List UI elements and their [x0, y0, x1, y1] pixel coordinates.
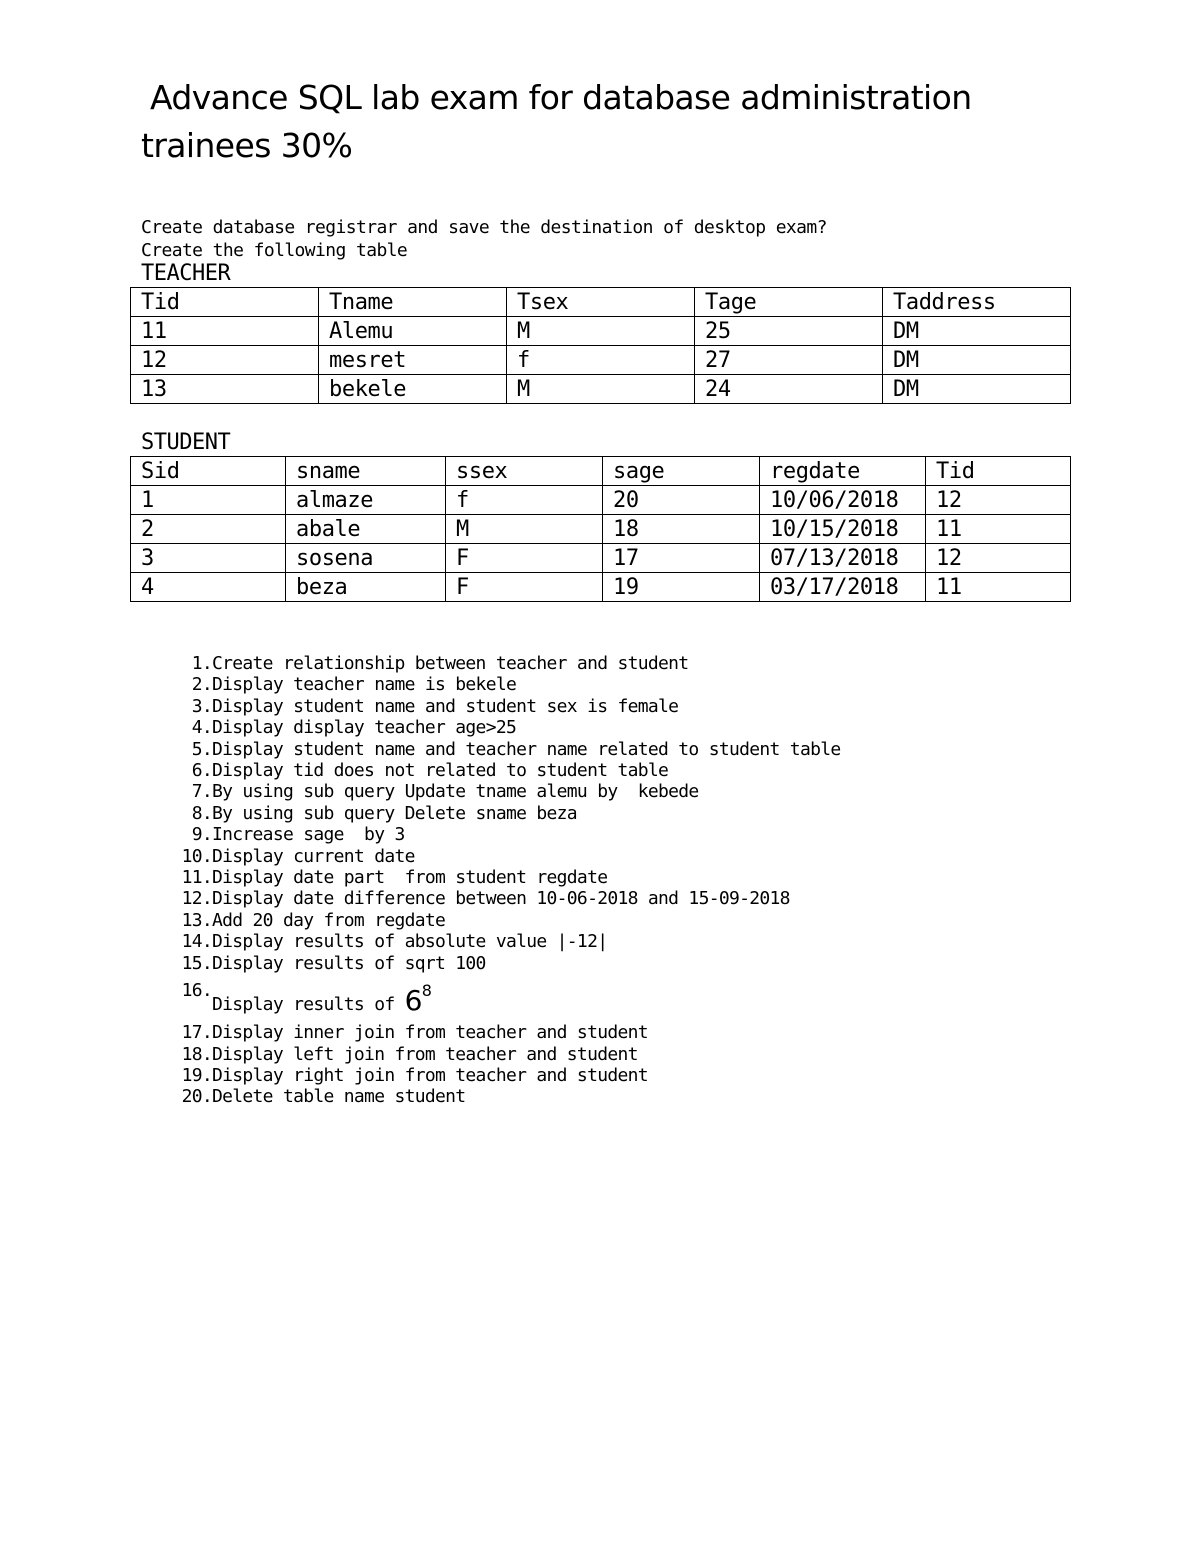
student-header-cell — [603, 457, 760, 486]
question-text — [212, 674, 516, 695]
question-text — [212, 653, 688, 674]
teacher-header-cell — [883, 288, 1071, 317]
teacher-cell-value: Alemu — [329, 319, 394, 344]
student-row — [131, 486, 1071, 515]
student-cell-value: sosena — [296, 546, 374, 571]
student-cell — [926, 486, 1071, 515]
question-text-body: Display display teacher age>25 — [212, 717, 517, 739]
student-cell — [286, 515, 446, 544]
question-item — [170, 931, 841, 952]
question-number: 2. — [191, 674, 212, 696]
teacher-cell — [319, 317, 507, 346]
power-exponent: 8 — [421, 981, 432, 1001]
student-cell — [926, 515, 1071, 544]
teacher-cell-value: 13 — [141, 377, 167, 402]
question-text-body: By using sub query Delete sname beza — [212, 802, 577, 824]
question-item — [170, 910, 841, 931]
question-text — [212, 953, 486, 974]
question-number: 4. — [191, 717, 212, 739]
exam-title — [141, 74, 1021, 170]
student-cell — [603, 515, 760, 544]
student-cell — [131, 573, 286, 602]
teacher-cell-value: 25 — [705, 319, 731, 344]
question-item — [170, 696, 841, 717]
question-item — [170, 953, 841, 974]
question-number: 8. — [191, 802, 212, 824]
exam-title-line-1: Advance SQL lab exam for database administration — [150, 78, 972, 117]
question-number: 18. — [181, 1043, 212, 1065]
teacher-cell — [883, 346, 1071, 375]
question-text — [212, 1022, 648, 1043]
teacher-header-label: Taddress — [893, 290, 996, 315]
student-table-title: STUDENT — [141, 430, 231, 455]
student-cell-value: 11 — [936, 517, 962, 542]
teacher-header-label: Tsex — [517, 290, 569, 315]
student-cell-value: 10/15/2018 — [770, 517, 899, 542]
question-text-body: Display results of absolute value |-12| — [212, 931, 608, 953]
question-text-body: Display results of — [212, 994, 405, 1016]
student-cell-value: F — [456, 546, 469, 571]
teacher-header-row — [131, 288, 1071, 317]
student-cell — [286, 486, 446, 515]
student-header-row — [131, 457, 1071, 486]
question-text — [212, 1044, 638, 1065]
student-header-label: Tid — [936, 459, 975, 484]
question-number: 9. — [191, 824, 212, 846]
student-cell-value: 17 — [613, 546, 639, 571]
student-cell — [760, 486, 926, 515]
teacher-cell — [883, 317, 1071, 346]
question-text — [212, 1086, 465, 1107]
question-text-body: Display date difference between 10-06-2018 and 15-09-2018 — [212, 888, 790, 910]
student-cell-value: 12 — [936, 546, 962, 571]
student-row — [131, 544, 1071, 573]
teacher-cell-value: 27 — [705, 348, 731, 373]
student-header-cell — [926, 457, 1071, 486]
question-text — [212, 781, 699, 802]
question-number: 11. — [181, 867, 212, 889]
student-cell-value: f — [456, 488, 469, 513]
teacher-cell — [695, 346, 883, 375]
question-text — [212, 931, 607, 952]
question-number: 6. — [191, 760, 212, 782]
teacher-table — [130, 287, 1071, 404]
question-item — [170, 824, 841, 845]
student-cell — [603, 544, 760, 573]
student-cell — [131, 544, 286, 573]
question-text — [212, 846, 415, 867]
teacher-header-cell — [319, 288, 507, 317]
teacher-cell — [319, 346, 507, 375]
teacher-row — [131, 317, 1071, 346]
student-cell — [131, 515, 286, 544]
student-row — [131, 573, 1071, 602]
question-item — [170, 888, 841, 909]
teacher-cell-value: DM — [893, 348, 919, 373]
question-number: 17. — [181, 1022, 212, 1044]
question-number: 3. — [191, 695, 212, 717]
student-cell — [603, 486, 760, 515]
question-text-body: Add 20 day from regdate — [212, 909, 446, 931]
question-text — [212, 803, 577, 824]
student-cell-value: 1 — [141, 488, 154, 513]
student-cell-value: beza — [296, 575, 348, 600]
student-cell — [446, 515, 603, 544]
student-cell-value: 07/13/2018 — [770, 546, 899, 571]
student-cell — [760, 515, 926, 544]
student-header-label: sname — [296, 459, 361, 484]
student-cell — [760, 573, 926, 602]
student-cell — [446, 486, 603, 515]
teacher-cell-value: 11 — [141, 319, 167, 344]
question-number: 15. — [181, 952, 212, 974]
teacher-cell — [131, 375, 319, 404]
teacher-cell — [883, 375, 1071, 404]
teacher-header-label: Tname — [329, 290, 394, 315]
question-text-body: Increase sage by 3 — [212, 824, 405, 846]
question-text — [212, 760, 668, 781]
student-cell — [131, 486, 286, 515]
question-list — [170, 653, 841, 1108]
question-number: 14. — [181, 931, 212, 953]
question-item — [170, 717, 841, 738]
student-table — [130, 456, 1071, 602]
student-cell-value: 10/06/2018 — [770, 488, 899, 513]
question-text-body: Display student name and teacher name related to student table — [212, 738, 841, 760]
question-number: 5. — [191, 738, 212, 760]
question-item — [170, 674, 841, 695]
intro-line-1: Create database registrar and save the destination of desktop exam? — [141, 217, 827, 238]
teacher-cell-value: bekele — [329, 377, 407, 402]
question-text — [212, 867, 607, 888]
question-text-body: Display current date — [212, 845, 415, 867]
student-cell-value: abale — [296, 517, 361, 542]
teacher-cell — [319, 375, 507, 404]
student-header-label: ssex — [456, 459, 508, 484]
question-number: 7. — [191, 781, 212, 803]
student-header-label: regdate — [770, 459, 860, 484]
question-text-body: Display right join from teacher and student — [212, 1064, 648, 1086]
student-cell — [926, 544, 1071, 573]
student-header-label: sage — [613, 459, 665, 484]
question-number: 1. — [191, 653, 212, 674]
question-text-body: Display inner join from teacher and student — [212, 1022, 648, 1044]
teacher-header-label: Tage — [705, 290, 757, 315]
question-text — [212, 888, 790, 909]
question-text-body: Display left join from teacher and student — [212, 1043, 638, 1065]
question-text-body: Display student name and student sex is female — [212, 695, 679, 717]
student-header-cell — [446, 457, 603, 486]
student-cell — [760, 544, 926, 573]
teacher-cell — [507, 375, 695, 404]
teacher-cell — [131, 346, 319, 375]
teacher-row — [131, 375, 1071, 404]
teacher-header-cell — [695, 288, 883, 317]
student-header-cell — [286, 457, 446, 486]
teacher-cell — [695, 317, 883, 346]
question-text-body: Display date part from student regdate — [212, 867, 608, 889]
teacher-cell-value: f — [517, 348, 530, 373]
student-cell-value: 19 — [613, 575, 639, 600]
question-text — [212, 717, 516, 738]
question-item — [170, 1065, 841, 1086]
question-number: 20. — [181, 1086, 212, 1108]
question-number: 16. — [181, 980, 212, 1002]
question-number: 10. — [181, 845, 212, 867]
question-text — [212, 824, 405, 845]
student-cell-value: 12 — [936, 488, 962, 513]
question-text-body: By using sub query Update tname alemu by kebede — [212, 781, 699, 803]
student-row — [131, 515, 1071, 544]
teacher-header-cell — [507, 288, 695, 317]
question-text — [212, 739, 841, 760]
teacher-cell — [507, 317, 695, 346]
student-cell-value: 11 — [936, 575, 962, 600]
teacher-header-cell — [131, 288, 319, 317]
question-text-body: Delete table name student — [212, 1086, 466, 1108]
exam-title-line-2: trainees 30% — [141, 126, 353, 165]
teacher-cell — [131, 317, 319, 346]
teacher-header-label: Tid — [141, 290, 180, 315]
student-cell-value: almaze — [296, 488, 374, 513]
teacher-cell — [507, 346, 695, 375]
student-cell-value: 20 — [613, 488, 639, 513]
student-cell — [603, 573, 760, 602]
question-item — [170, 739, 841, 760]
question-text — [212, 696, 678, 717]
power-base: 6 — [404, 984, 422, 1018]
intro-text — [141, 216, 827, 262]
student-cell — [926, 573, 1071, 602]
question-item — [170, 653, 841, 674]
question-text — [212, 1065, 648, 1086]
question-item — [170, 1022, 841, 1043]
question-item — [170, 867, 841, 888]
question-text-body: Display teacher name is bekele — [212, 674, 517, 696]
student-cell — [446, 544, 603, 573]
question-item — [170, 846, 841, 867]
student-cell-value: 4 — [141, 575, 154, 600]
question-item — [170, 1086, 841, 1107]
student-cell — [446, 573, 603, 602]
teacher-cell-value: M — [517, 377, 530, 402]
question-number: 19. — [181, 1064, 212, 1086]
teacher-cell-value: mesret — [329, 348, 407, 373]
teacher-cell-value: DM — [893, 377, 919, 402]
student-cell-value: F — [456, 575, 469, 600]
question-number: 12. — [181, 888, 212, 910]
question-item — [170, 760, 841, 781]
teacher-row — [131, 346, 1071, 375]
teacher-cell-value: M — [517, 319, 530, 344]
question-text-body: Display tid does not related to student table — [212, 760, 669, 782]
question-text-body: Display results of sqrt 100 — [212, 952, 486, 974]
student-cell-value: 03/17/2018 — [770, 575, 899, 600]
question-item — [170, 781, 841, 802]
teacher-cell-value: 12 — [141, 348, 167, 373]
student-cell-value: M — [456, 517, 469, 542]
student-cell-value: 3 — [141, 546, 154, 571]
question-item — [170, 803, 841, 824]
teacher-cell-value: 24 — [705, 377, 731, 402]
teacher-table-title: TEACHER — [141, 261, 231, 286]
student-header-cell — [131, 457, 286, 486]
question-item — [170, 974, 841, 1022]
student-header-label: Sid — [141, 459, 180, 484]
question-item — [170, 1044, 841, 1065]
teacher-cell — [695, 375, 883, 404]
intro-line-2: Create the following table — [141, 240, 408, 261]
question-number: 13. — [181, 909, 212, 931]
question-text — [212, 974, 431, 1022]
student-cell-value: 2 — [141, 517, 154, 542]
student-cell — [286, 573, 446, 602]
student-cell-value: 18 — [613, 517, 639, 542]
question-text-body: Create relationship between teacher and student — [212, 653, 689, 674]
teacher-cell-value: DM — [893, 319, 919, 344]
student-header-cell — [760, 457, 926, 486]
question-text — [212, 910, 445, 931]
student-cell — [286, 544, 446, 573]
